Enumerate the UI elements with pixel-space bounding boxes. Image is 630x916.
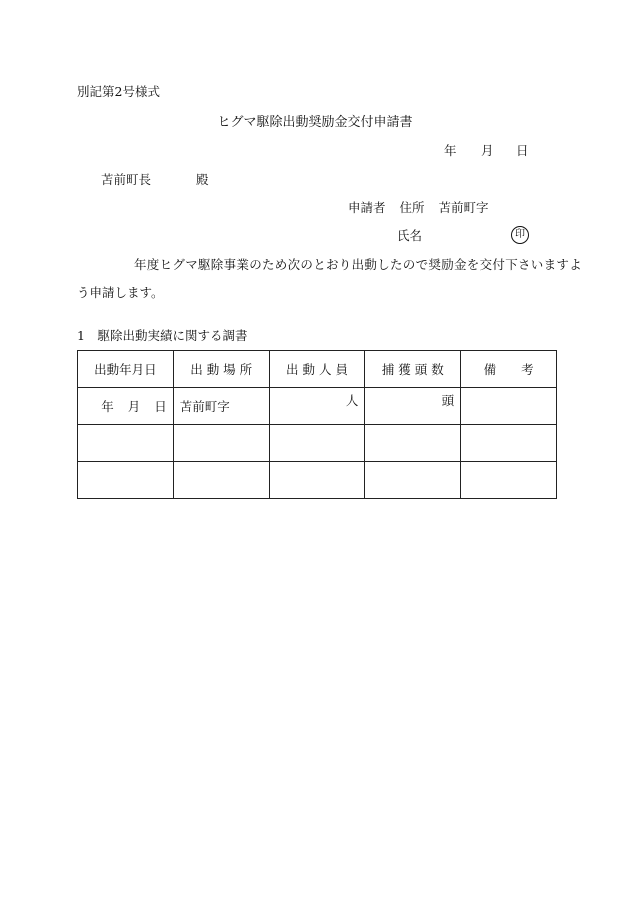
cell-place: 苫前町字	[173, 388, 269, 425]
applicant-label: 申請者	[348, 200, 386, 215]
cell-place	[173, 425, 269, 462]
cell-personnel	[269, 388, 365, 425]
table-header-row	[78, 351, 557, 388]
header-personnel: 出 動 人 員	[269, 351, 365, 388]
address-value: 苫前町字	[438, 200, 489, 215]
cell-date	[78, 462, 174, 499]
document-title: ヒグマ駆除出動奨励金交付申請書	[217, 115, 413, 130]
address-label: 住所	[399, 200, 425, 215]
header-remarks: 備 考	[461, 351, 557, 388]
seal-mark: 印	[511, 226, 529, 244]
honorific: 殿	[196, 172, 209, 187]
cell-capture-count	[365, 388, 461, 425]
body-text-line-2: う申請します。	[77, 285, 164, 300]
cell-place	[173, 462, 269, 499]
date-month: 月	[481, 143, 494, 158]
date-day: 日	[516, 143, 529, 158]
count-unit: 頭	[441, 393, 455, 408]
cell-remarks	[461, 388, 557, 425]
cell-remarks	[461, 425, 557, 462]
row-year: 年	[101, 399, 114, 414]
cell-capture-count	[365, 425, 461, 462]
body-text-line-1: 年度ヒグマ駆除事業のため次のとおり出動したので奨励金を交付下さいますよ	[134, 257, 583, 272]
date-year: 年	[444, 143, 457, 158]
cell-personnel	[269, 425, 365, 462]
cell-personnel	[269, 462, 365, 499]
table-row	[78, 388, 557, 425]
header-capture-count: 捕 獲 頭 数	[365, 351, 461, 388]
dispatch-record-table	[77, 350, 557, 499]
section-title: 1 駆除出動実績に関する調書	[77, 328, 248, 343]
row-day: 日	[154, 399, 167, 414]
cell-date	[78, 425, 174, 462]
name-label: 氏名	[397, 228, 423, 243]
header-dispatch-place: 出 動 場 所	[173, 351, 269, 388]
personnel-unit: 人	[345, 393, 359, 408]
addressee: 苫前町長	[101, 172, 152, 187]
table-row	[78, 425, 557, 462]
cell-capture-count	[365, 462, 461, 499]
header-dispatch-date: 出動年月日	[78, 351, 174, 388]
cell-remarks	[461, 462, 557, 499]
form-number: 別記第2号様式	[77, 84, 160, 99]
row-month: 月	[127, 399, 141, 414]
cell-date	[78, 388, 174, 425]
applicant-line	[348, 202, 489, 215]
table-row	[78, 462, 557, 499]
